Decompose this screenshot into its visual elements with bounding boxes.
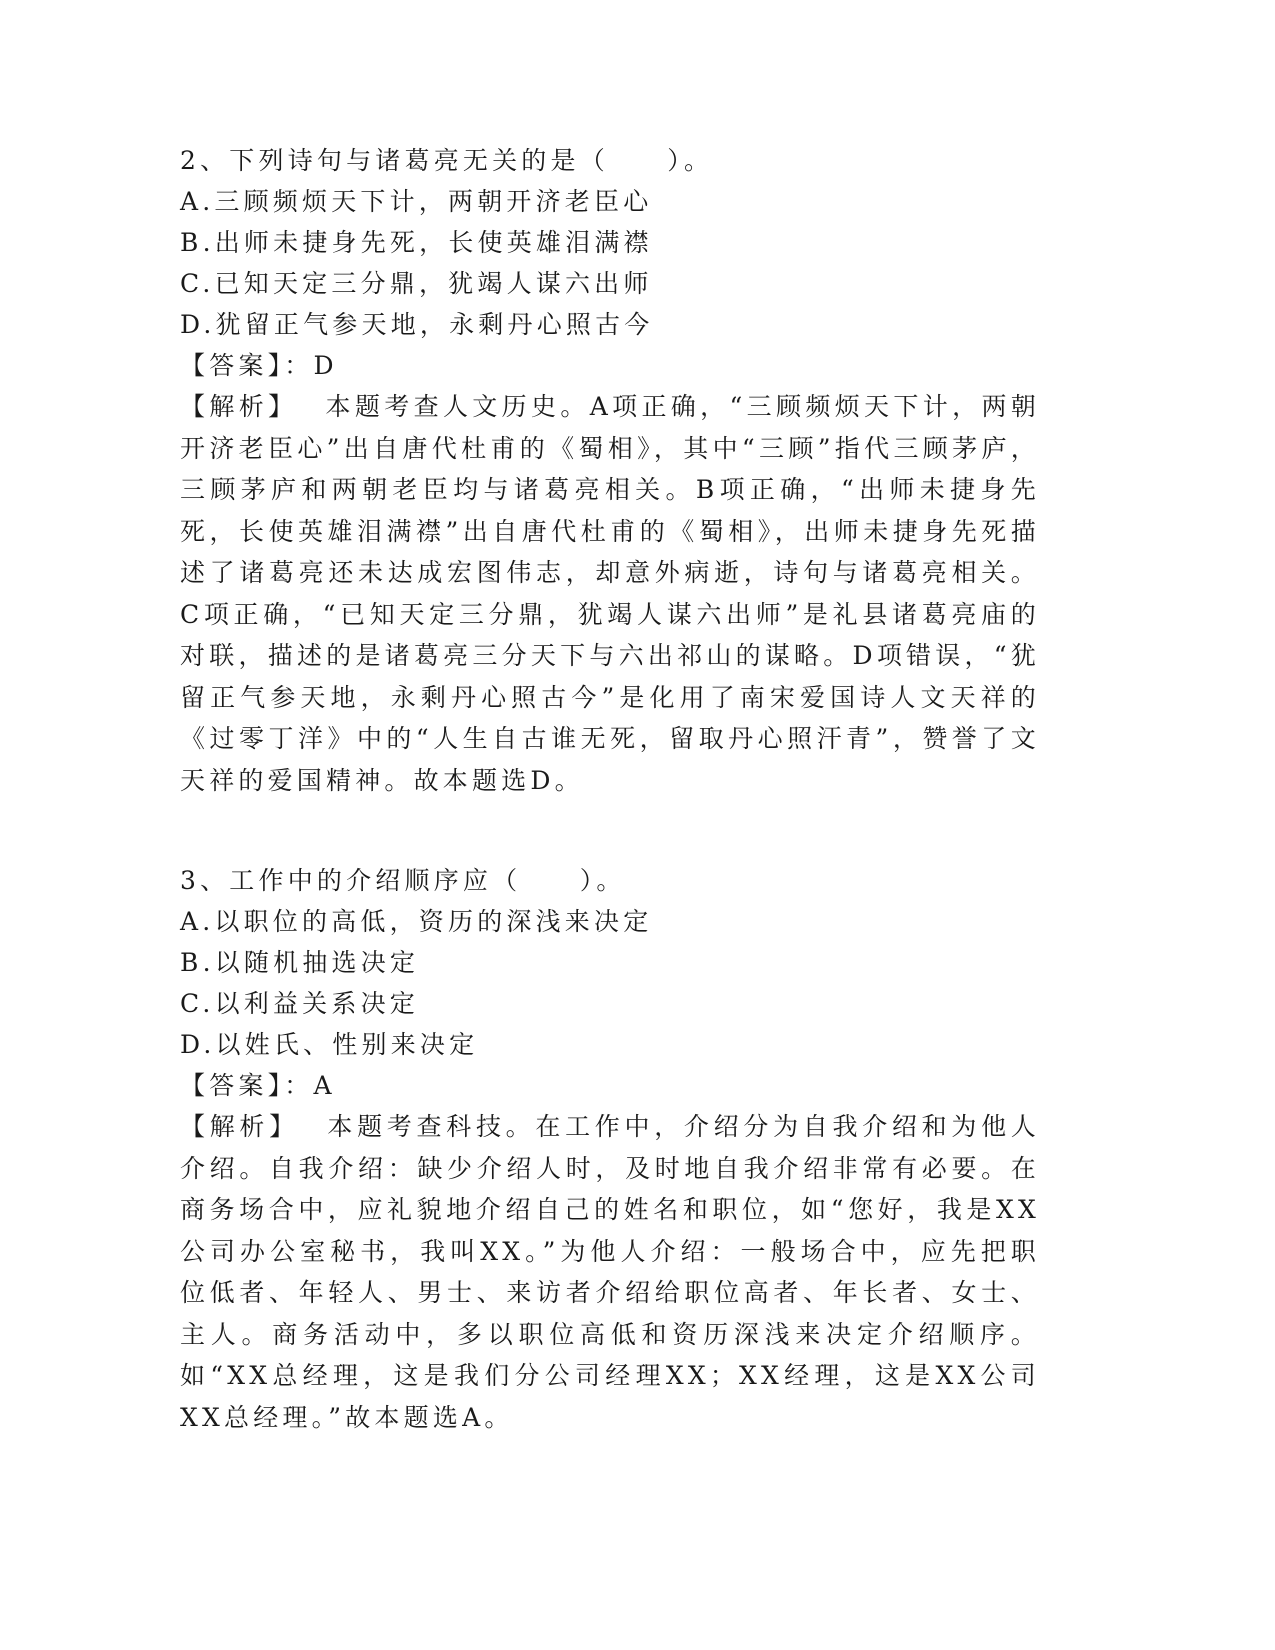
option-a: A.三顾频烦天下计，两朝开济老臣心 bbox=[180, 187, 653, 216]
analysis-paragraph bbox=[180, 1106, 1040, 1438]
analysis-text: 本题考查科技。在工作中，介绍分为自我介绍和为他人介绍。自我介绍：缺少介绍人时，及时地自我介绍非常有必要。在商务场合中，应礼貌地介绍自己的姓名和职位，如“您好，我是XX公司办公室秘书，我叫XX。”为他人介绍：一般场合中，应先把职位低者、年轻人、男士、来访者介绍给职位高者、年长者、女士、主人。商务活动中，多以职位高低和资历深浅来决定介绍顺序。如“XX总经理，这是我们分公司经理XX；XX经理，这是XX公司XX总经理。”故本题选A。 bbox=[180, 1112, 1040, 1432]
answer-value: A bbox=[313, 1071, 336, 1100]
question-3 bbox=[180, 860, 1040, 1438]
option-b: B.以随机抽选决定 bbox=[180, 948, 420, 977]
answer-value: D bbox=[313, 351, 338, 380]
option-b: B.出师未捷身先死，长使英雄泪满襟 bbox=[180, 228, 653, 257]
option-c: C.已知天定三分鼎，犹竭人谋六出师 bbox=[180, 269, 653, 298]
answer-line bbox=[180, 345, 1040, 386]
analysis-text: 本题考查人文历史。A项正确，“三顾频烦天下计，两朝开济老臣心”出自唐代杜甫的《蜀相》，其中“三顾”指代三顾茅庐，三顾茅庐和两朝老臣均与诸葛亮相关。B项正确，“出师未捷身先死，长使英雄泪满襟”出自唐代杜甫的《蜀相》，出师未捷身先死描述了诸葛亮还未达成宏图伟志，却意外病逝，诗句与诸葛亮相关。C项正确，“已知天定三分鼎，犹竭人谋六出师”是礼县诸葛亮庙的对联，描述的是诸葛亮三分天下与六出祁山的谋略。D项错误，“犹留正气参天地，永剩丹心照古今”是化用了南宋爱国诗人文天祥的《过零丁洋》中的“人生自古谁无死，留取丹心照汗青”，赞誉了文天祥的爱国精神。故本题选D。 bbox=[180, 392, 1040, 795]
question-stem: 2、下列诗句与诸葛亮无关的是（ ）。 bbox=[180, 146, 714, 175]
question-stem: 3、工作中的介绍顺序应（ ）。 bbox=[180, 866, 626, 895]
answer-label: 【答案】： bbox=[180, 1071, 314, 1100]
option-c: C.以利益关系决定 bbox=[180, 989, 419, 1018]
question-2 bbox=[180, 140, 1040, 801]
analysis-paragraph bbox=[180, 386, 1040, 801]
option-d: D.犹留正气参天地，永剩丹心照古今 bbox=[180, 310, 654, 339]
analysis-label: 【解析】 bbox=[180, 392, 298, 421]
option-d: D.以姓氏、性别来决定 bbox=[180, 1030, 479, 1059]
answer-label: 【答案】： bbox=[180, 351, 314, 380]
analysis-label: 【解析】 bbox=[180, 1112, 299, 1141]
option-a: A.以职位的高低，资历的深浅来决定 bbox=[180, 907, 653, 936]
answer-line bbox=[180, 1065, 1040, 1106]
